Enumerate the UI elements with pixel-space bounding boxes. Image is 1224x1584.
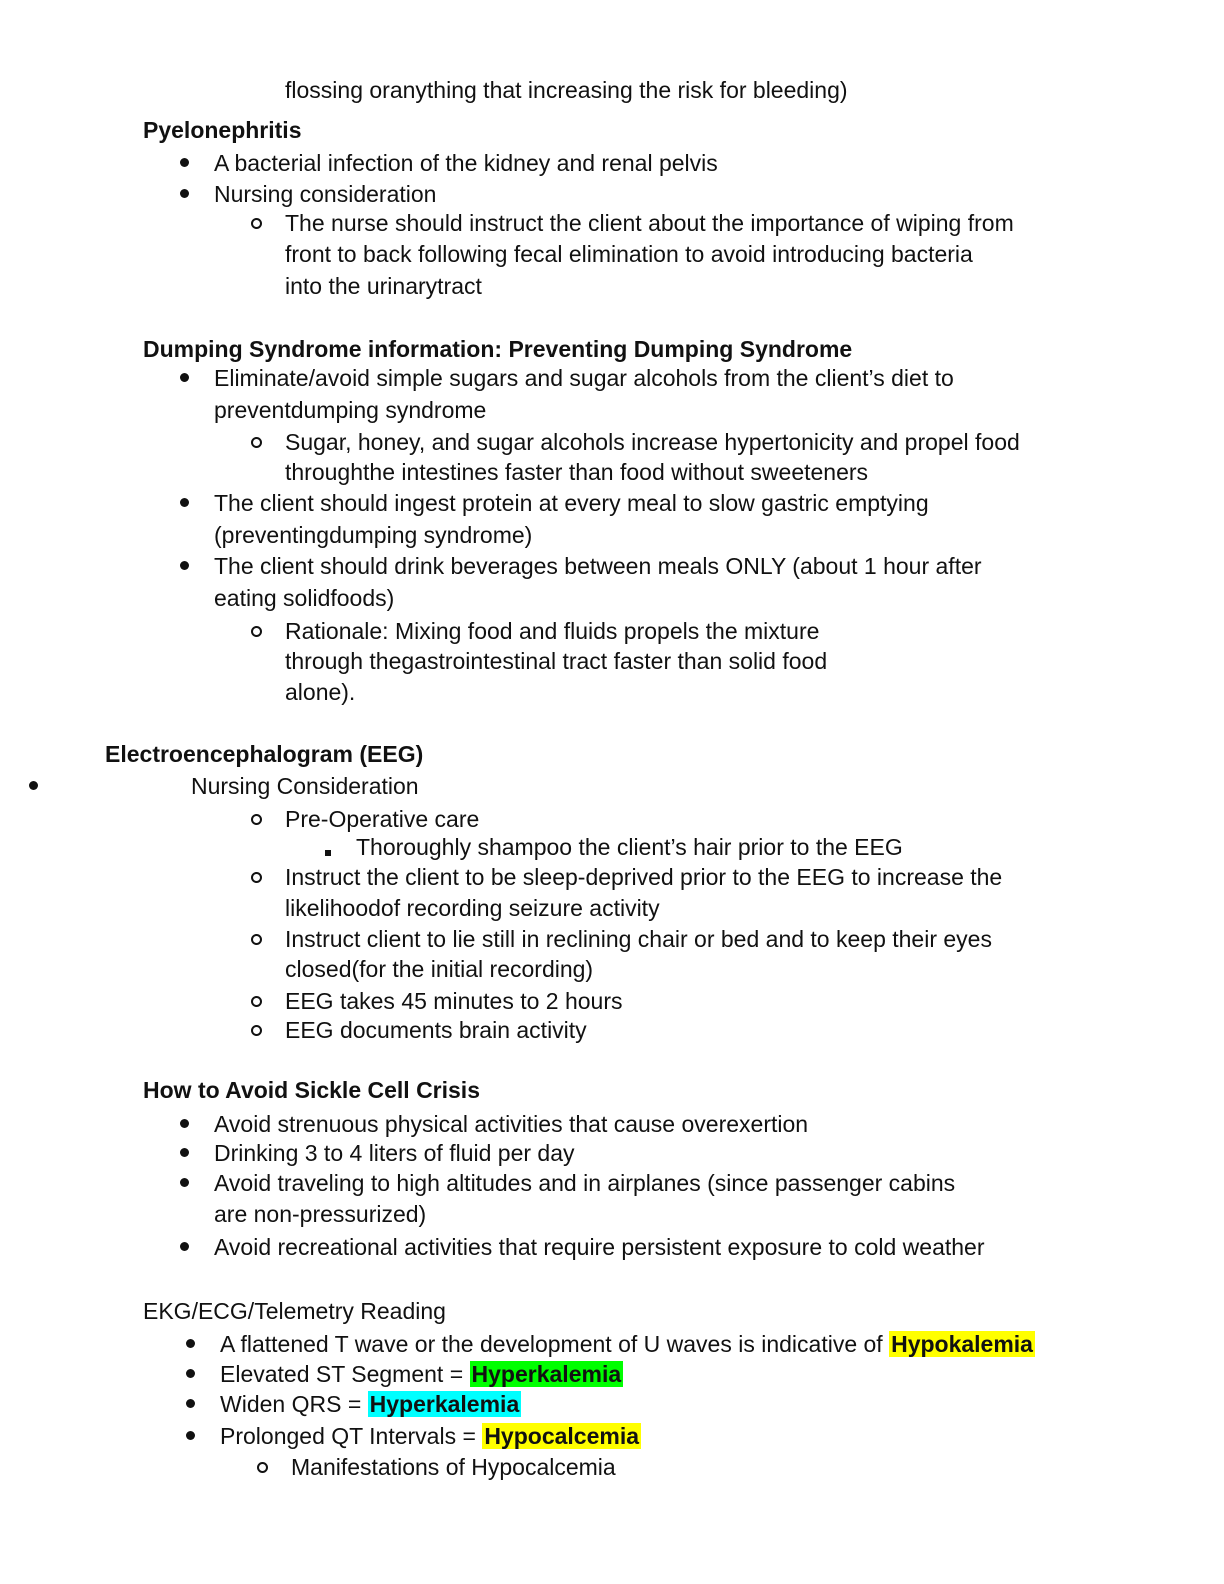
list-item-continuation: preventdumping syndrome — [214, 397, 487, 423]
list-item-continuation: (preventingdumping syndrome) — [214, 522, 533, 548]
bullet-dot — [186, 1339, 195, 1348]
list-item: Instruct the client to be sleep-deprived prior to the EEG to increase the — [285, 864, 1003, 890]
section-heading-ekg: EKG/ECG/Telemetry Reading — [143, 1298, 446, 1324]
list-item-continuation: throughthe intestines faster than food without sweeteners — [285, 459, 869, 485]
section-heading-dumping-syndrome: Dumping Syndrome information: Preventing Dumping Syndrome — [143, 336, 853, 362]
highlight-hypocalcemia: Hypocalcemia — [484, 1423, 640, 1449]
list-item — [220, 1389, 521, 1420]
list-item: Avoid recreational activities that require persistent exposure to cold weather — [214, 1234, 985, 1260]
bullet-dot — [29, 781, 38, 790]
bullet-circle — [251, 872, 262, 883]
section-heading-sickle-cell: How to Avoid Sickle Cell Crisis — [143, 1077, 480, 1103]
list-item: Nursing consideration — [214, 181, 437, 207]
bullet-dot — [180, 158, 189, 167]
bullet-dot — [186, 1399, 195, 1408]
list-item: Rationale: Mixing food and fluids propels the mixture — [285, 618, 820, 644]
bullet-dot — [180, 1119, 189, 1128]
list-item-text: Prolonged QT Intervals = — [220, 1423, 483, 1449]
list-item: EEG takes 45 minutes to 2 hours — [285, 988, 623, 1014]
list-item: Avoid strenuous physical activities that cause overexertion — [214, 1111, 809, 1137]
list-item — [220, 1421, 641, 1452]
list-item: Thoroughly shampoo the client’s hair prior to the EEG — [356, 834, 903, 860]
bullet-circle — [251, 996, 262, 1007]
list-item-continuation: into the urinarytract — [285, 273, 482, 299]
section-heading-eeg: Electroencephalogram (EEG) — [105, 741, 424, 767]
list-item-continuation: are non-pressurized) — [214, 1201, 427, 1227]
list-item: Avoid traveling to high altitudes and in airplanes (since passenger cabins — [214, 1170, 956, 1196]
bullet-dot — [180, 373, 189, 382]
list-item: Sugar, honey, and sugar alcohols increase hypertonicity and propel food — [285, 429, 1020, 455]
bullet-dot — [186, 1369, 195, 1378]
list-item: The nurse should instruct the client about the importance of wiping from — [285, 210, 1014, 236]
bullet-dot — [180, 1242, 189, 1251]
bullet-dot — [180, 1178, 189, 1187]
bullet-dot — [180, 1148, 189, 1157]
bullet-circle — [251, 626, 262, 637]
list-item-continuation: closed(for the initial recording) — [285, 956, 594, 982]
list-item: Instruct client to lie still in reclining chair or bed and to keep their eyes — [285, 926, 992, 952]
list-item-continuation: eating solidfoods) — [214, 585, 395, 611]
list-item-continuation: alone). — [285, 679, 356, 705]
list-item: Eliminate/avoid simple sugars and sugar alcohols from the client’s diet to — [214, 365, 954, 391]
bullet-circle — [251, 814, 262, 825]
bullet-circle — [251, 218, 262, 229]
list-item — [220, 1359, 623, 1390]
bullet-circle — [251, 1025, 262, 1036]
bullet-dot — [180, 498, 189, 507]
highlight-hyperkalemia-st: Hyperkalemia — [471, 1361, 622, 1387]
continuation-text: flossing oranything that increasing the risk for bleeding) — [285, 77, 848, 103]
highlight-hypokalemia: Hypokalemia — [891, 1331, 1033, 1357]
list-item-text: A flattened T wave or the development of U waves is indicative of — [220, 1331, 890, 1357]
list-item: A bacterial infection of the kidney and renal pelvis — [214, 150, 718, 176]
bullet-dot — [180, 561, 189, 570]
list-item: Drinking 3 to 4 liters of fluid per day — [214, 1140, 575, 1166]
list-item: EEG documents brain activity — [285, 1017, 587, 1043]
bullet-circle — [257, 1462, 268, 1473]
bullet-circle — [251, 437, 262, 448]
bullet-dot — [180, 189, 189, 198]
bullet-square — [325, 850, 331, 856]
list-item: Nursing Consideration — [191, 773, 419, 799]
list-item — [220, 1329, 1035, 1360]
bullet-dot — [186, 1431, 195, 1440]
list-item: Manifestations of Hypocalcemia — [291, 1454, 616, 1480]
list-item: The client should drink beverages between meals ONLY (about 1 hour after — [214, 553, 982, 579]
list-item-text: Elevated ST Segment = — [220, 1361, 470, 1387]
bullet-circle — [251, 934, 262, 945]
section-heading-pyelonephritis: Pyelonephritis — [143, 117, 302, 143]
highlight-hyperkalemia-qrs: Hyperkalemia — [369, 1391, 520, 1417]
list-item: The client should ingest protein at every meal to slow gastric emptying — [214, 490, 929, 516]
list-item-text: Widen QRS = — [220, 1391, 368, 1417]
list-item: Pre-Operative care — [285, 806, 480, 832]
list-item-continuation: front to back following fecal elimination to avoid introducing bacteria — [285, 241, 973, 267]
list-item-continuation: through thegastrointestinal tract faster than solid food — [285, 648, 828, 674]
list-item-continuation: likelihoodof recording seizure activity — [285, 895, 660, 921]
